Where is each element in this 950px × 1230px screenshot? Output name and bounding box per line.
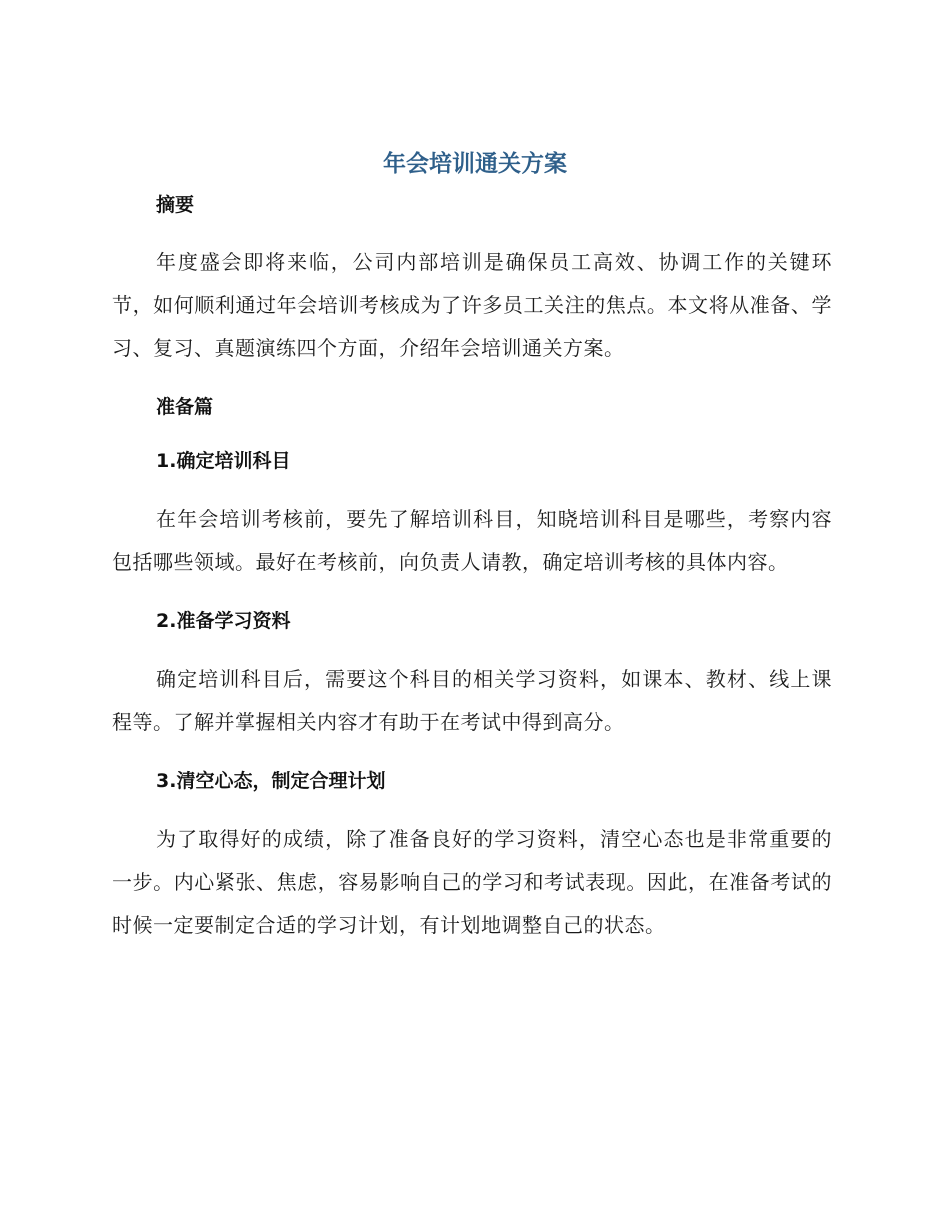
document-title: 年会培训通关方案: [383, 151, 567, 177]
item1-heading: 1.确定培训科目: [156, 450, 291, 472]
prep-section-heading: 准备篇: [156, 396, 214, 418]
abstract-heading: 摘要: [156, 194, 195, 216]
item3-paragraph: 为了取得好的成绩，除了准备良好的学习资料，清空心态也是非常重要的一步。内心紧张、焦虑，容易影响自己的学习和考试表现。因此，在准备考试的时候一定要制定合适的学习计划，有计划地调整自己的状态。: [112, 827, 832, 937]
item1-paragraph: 在年会培训考核前，要先了解培训科目，知晓培训科目是哪些，考察内容包括哪些领域。最好在考核前，向负责人请教，确定培训考核的具体内容。: [112, 507, 832, 574]
document-body: [112, 188, 832, 947]
abstract-paragraph: 年度盛会即将来临，公司内部培训是确保员工高效、协调工作的关键环节，如何顺利通过年会培训考核成为了许多员工关注的焦点。本文将从准备、学习、复习、真题演练四个方面，介绍年会培训通关方案。: [112, 250, 832, 360]
item3-heading: 3.清空心态，制定合理计划: [156, 770, 386, 792]
item2-heading: 2.准备学习资料: [156, 610, 291, 632]
item2-paragraph: 确定培训科目后，需要这个科目的相关学习资料，如课本、教材、线上课程等。了解并掌握相关内容才有助于在考试中得到高分。: [112, 667, 832, 734]
